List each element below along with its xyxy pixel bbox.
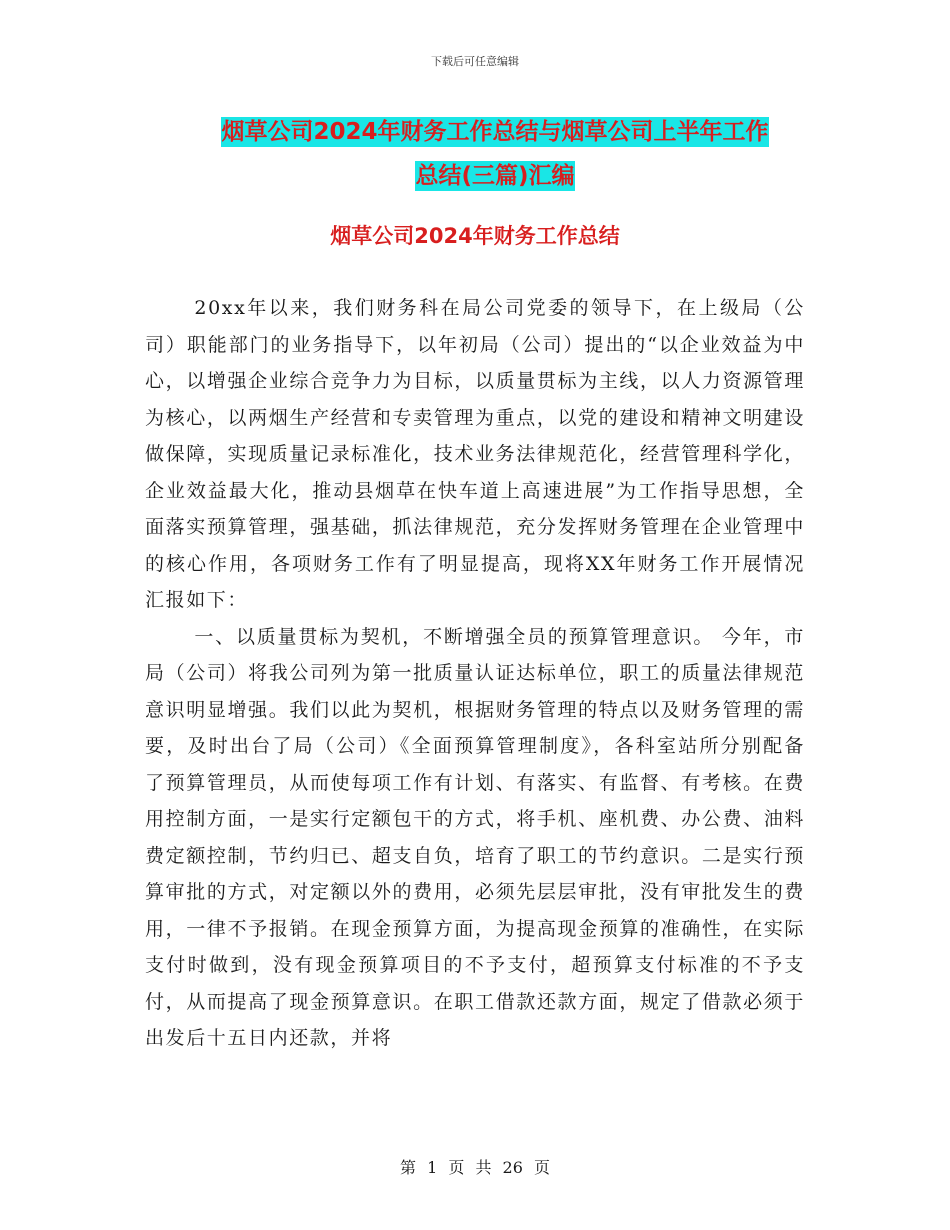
section-heading: 烟草公司2024年财务工作总结 [330, 224, 620, 248]
body-text [145, 290, 805, 1057]
document-title-line-1: 烟草公司2024年财务工作总结与烟草公司上半年工作 [221, 119, 769, 145]
paragraph: 一、以质量贯标为契机，不断增强全员的预算管理意识。 今年，市局（公司）将我公司列为第一批质量认证达标单位，职工的质量法律规范意识明显增强。我们以此为契机，根据财务管理的特点以及财务管理的需要，及时出台了局（公司）《全面预算管理制度》，各科室站所分别配备了预算管理员，从而使每项工作有计划、有落实、有监督、有考核。在费用控制方面，一是实行定额包干的方式，将手机、座机费、办公费、油料费定额控制，节约归已、超支自负，培育了职工的节约意识。二是实行预算审批的方式，对定额以外的费用，必须先层层审批，没有审批发生的费用，一律不予报销。在现金预算方面，为提高现金预算的准确性，在实际支付时做到，没有现金预算项目的不予支付，超预算支付标准的不予支付，从而提高了现金预算意识。在职工借款还款方面，规定了借款必须于出发后十五日内还款，并将 [145, 625, 805, 1049]
page-number: 第 1 页 共 26 页 [400, 1158, 550, 1177]
page-header-note: 下载后可任意编辑 [431, 55, 519, 68]
paragraph: 20xx年以来，我们财务科在局公司党委的领导下，在上级局（公司）职能部门的业务指导下，以年初局（公司）提出的“以企业效益为中心，以增强企业综合竞争力为目标，以质量贯标为主线，以人力资源管理为核心，以两烟生产经营和专卖管理为重点，以党的建设和精神文明建设做保障，实现质量记录标准化，技术业务法律规范化，经营管理科学化，企业效益最大化，推动县烟草在快车道上高速进展”为工作指导思想，全面落实预算管理，强基础，抓法律规范，充分发挥财务管理在企业管理中的核心作用，各项财务工作有了明显提高，现将XX年财务工作开展情况汇报如下： [145, 297, 805, 611]
document-title [150, 110, 840, 198]
document-title-line-2: 总结(三篇)汇编 [415, 163, 575, 189]
